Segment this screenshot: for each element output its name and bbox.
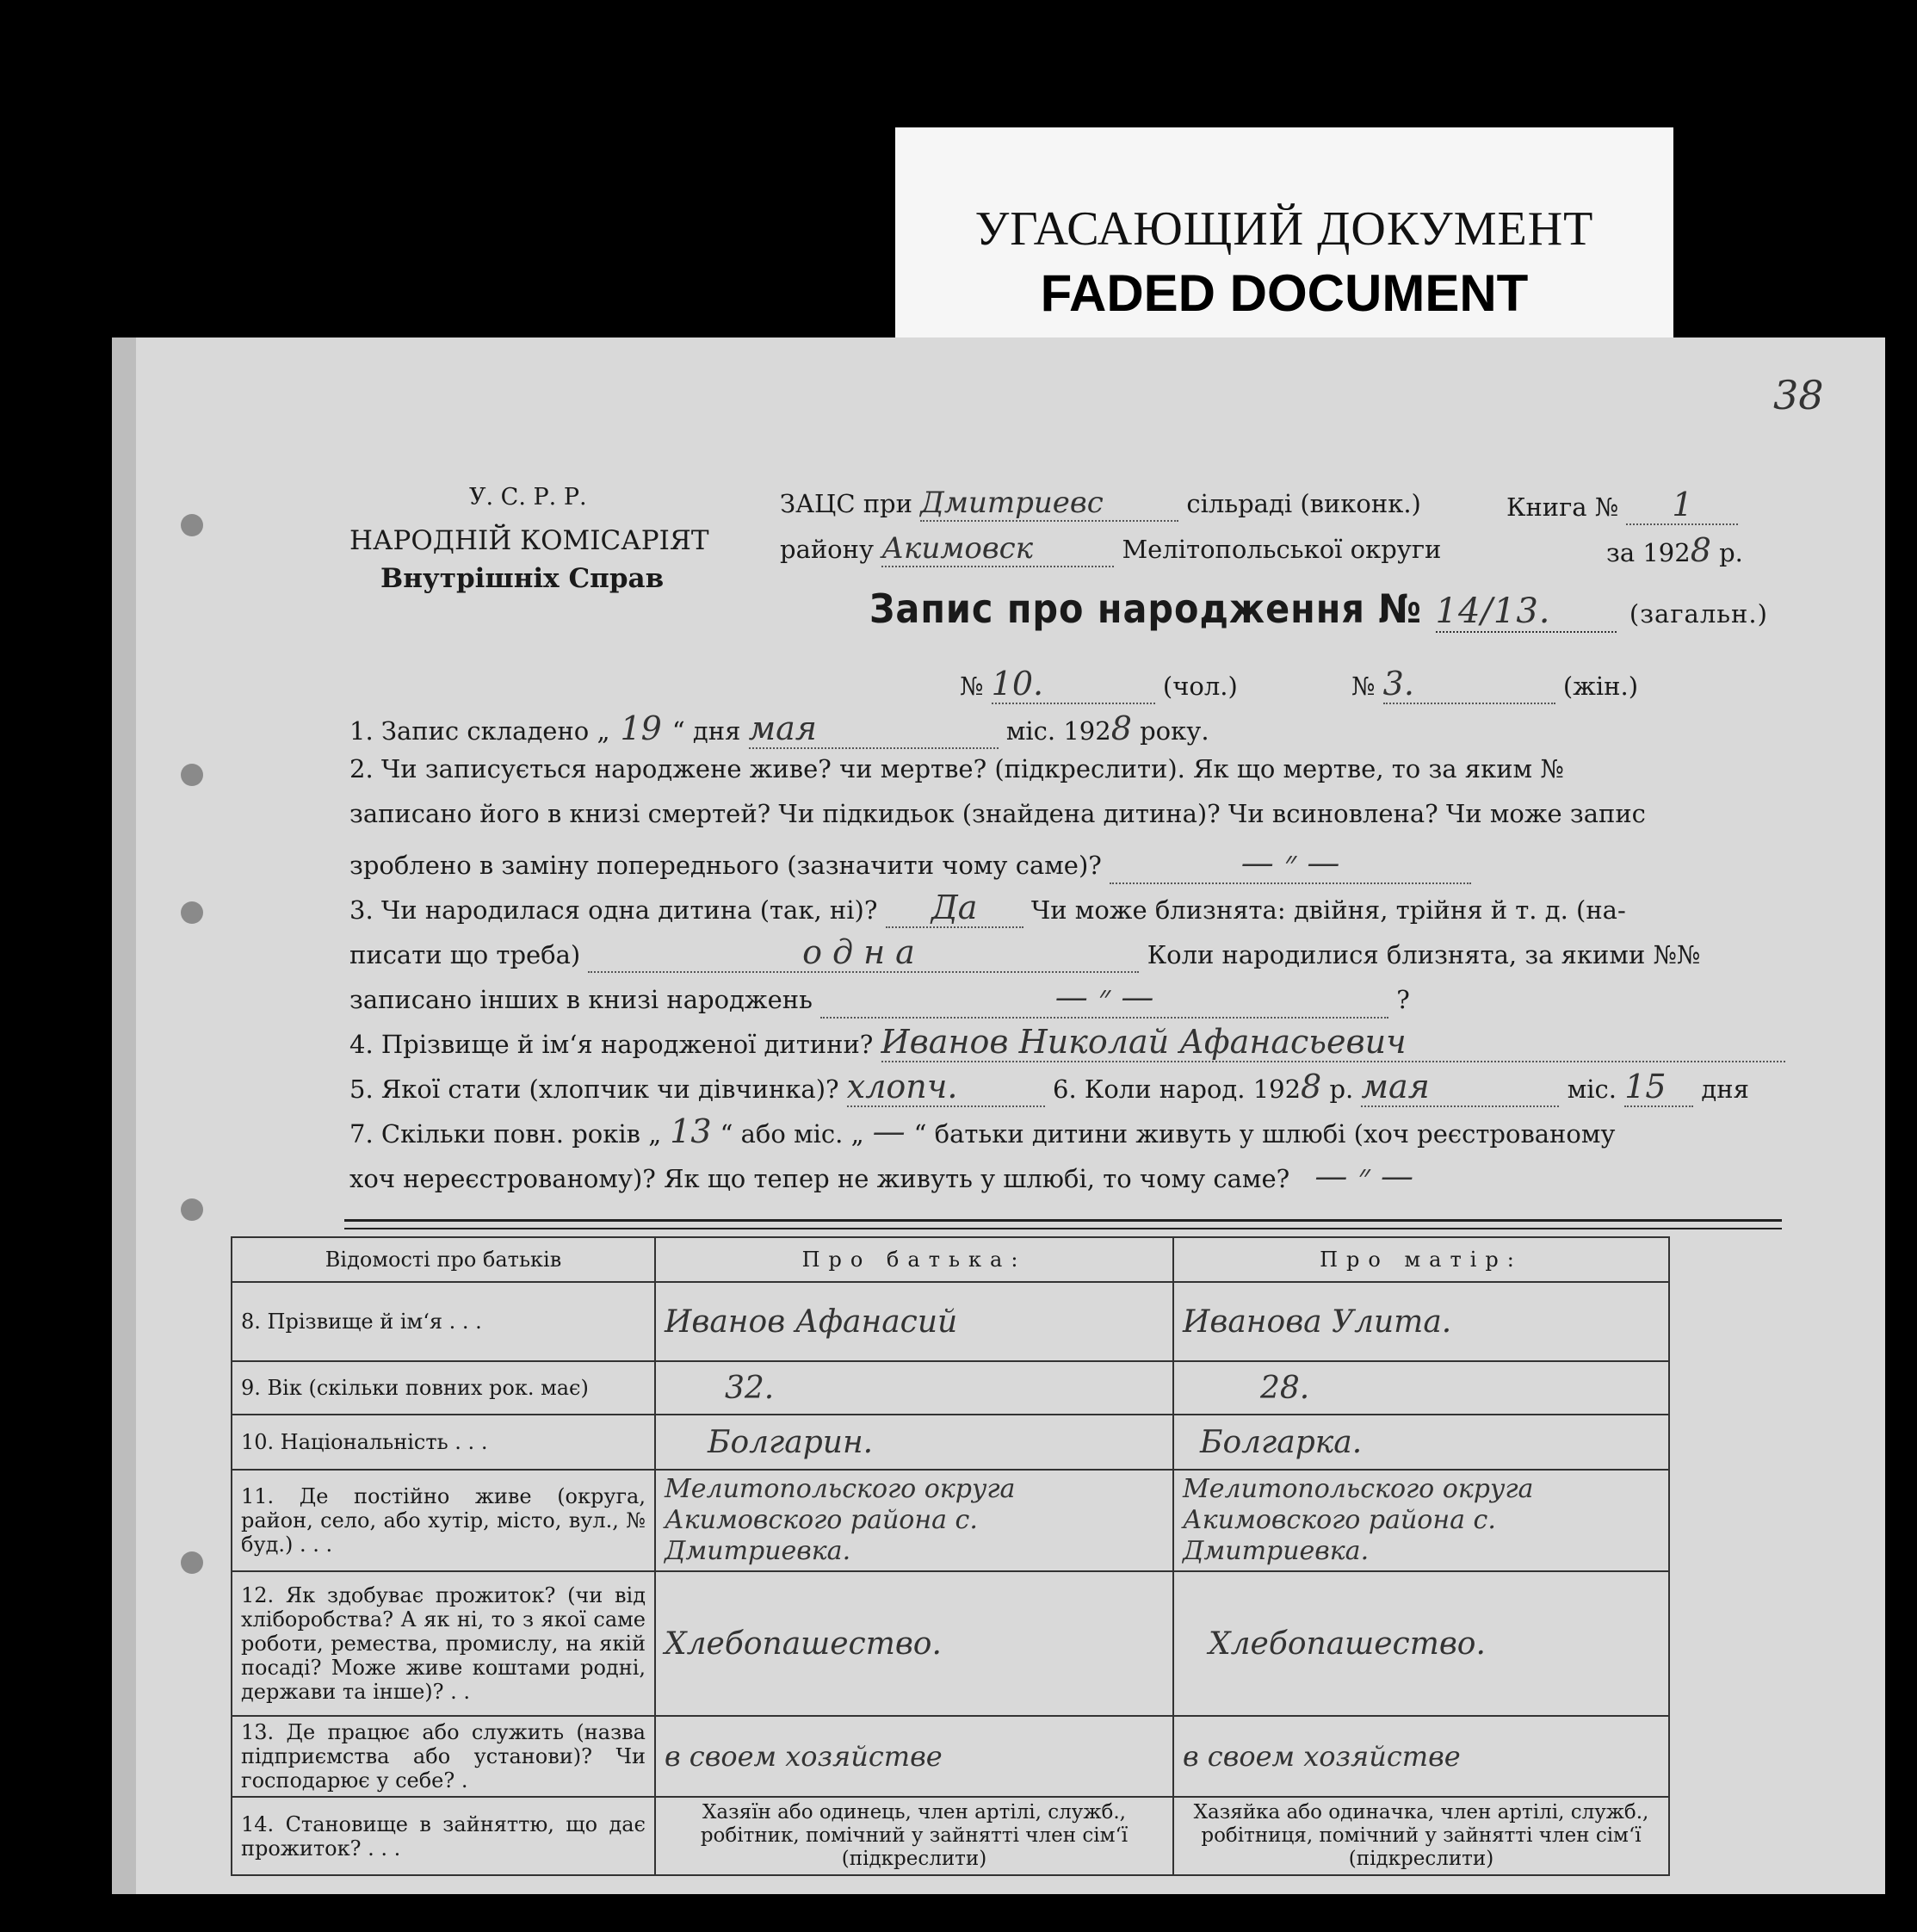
year-post: р.	[1719, 538, 1743, 567]
label-russian: УГАСАЮЩИЙ ДОКУМЕНТ	[974, 202, 1594, 256]
question-7-line-2: хоч нереєстрованому)? Як що тепер не живуть у шлюбі, то чому саме? — ״ —	[349, 1157, 1414, 1195]
ministry-label: Внутрішніх Справ	[380, 563, 665, 594]
female-label: (жін.)	[1562, 672, 1639, 701]
female-number: 3.	[1383, 665, 1555, 704]
header-father: Про батька:	[655, 1237, 1173, 1282]
zags-line	[780, 486, 1421, 522]
district-line	[780, 531, 1441, 567]
question-2-line-1: 2. Чи записується народжене живе? чи мертве? (підкреслити). Як що мертве, то за яким №	[349, 754, 1564, 783]
q2-answer: — ״ —	[1110, 844, 1471, 884]
question-4: 4. Прізвище й ім‘я народженої дитини? Иванов Николай Афанасьевич	[349, 1023, 1785, 1062]
faded-document-label	[895, 127, 1673, 367]
row-label: 12. Як здобуває прожиток? (чи від хліборобства? А як ні, то з якої саме роботи, ремества, промислу, на якій посаді? Може живе коштами родні, держави та інше)? . .	[232, 1571, 655, 1716]
q6-year: 8	[1301, 1068, 1322, 1105]
table-header-row	[232, 1237, 1669, 1282]
question-3-line-1: 3. Чи народилася одна дитина (так, ні)? Да Чи може близнята: двійня, трійня й т. д. (на-	[349, 889, 1626, 926]
year-line	[1606, 531, 1743, 569]
father-value: Болгарин.	[655, 1415, 1173, 1470]
father-value: Хлебопашество.	[655, 1571, 1173, 1716]
mother-value: Болгарка.	[1173, 1415, 1669, 1470]
binding-hole	[181, 764, 203, 786]
okrug-label: Мелітопольської округи	[1122, 535, 1442, 564]
parents-table	[231, 1236, 1670, 1876]
no-label: №	[1351, 672, 1376, 701]
binding-hole	[181, 901, 203, 924]
male-number-line	[960, 665, 1238, 704]
row-label: 11. Де постійно живе (округа, район, село, або хутір, місто, вул., № буд.) . . .	[232, 1470, 655, 1571]
table-divider	[344, 1228, 1782, 1229]
q3-answer-3: — ״ —	[820, 978, 1388, 1019]
q6-month: мая	[1361, 1068, 1559, 1107]
male-label: (чол.)	[1162, 672, 1238, 701]
q1-day: 19	[620, 709, 662, 747]
q7-answer: — ״ —	[1314, 1157, 1414, 1195]
binding-hole	[181, 514, 203, 536]
mother-value: Мелитопольского округа Акимовского района с. Дмитриевка.	[1173, 1470, 1669, 1571]
header-mother: Про матір:	[1173, 1237, 1669, 1282]
q1-year: 8	[1110, 709, 1132, 747]
book-number: 1	[1626, 486, 1738, 525]
table-row	[232, 1797, 1669, 1875]
row-label: 14. Становище в зайняттю, що дає прожиток? . . .	[232, 1797, 655, 1875]
district-name: Акимовск	[881, 531, 1114, 567]
no-label: №	[960, 672, 984, 701]
q4-answer: Иванов Николай Афанасьевич	[881, 1023, 1785, 1062]
label-english: FADED DOCUMENT	[1040, 264, 1529, 322]
table-row	[232, 1361, 1669, 1415]
q7-years: 13	[670, 1112, 712, 1150]
table-row	[232, 1282, 1669, 1361]
mother-value: Иванова Улита.	[1173, 1282, 1669, 1361]
record-title-line	[869, 585, 1768, 633]
father-value: 32.	[655, 1361, 1173, 1415]
row-label: 10. Національність . . .	[232, 1415, 655, 1470]
q5-answer: хлопч.	[847, 1068, 1045, 1107]
record-title: Запис про народження №	[869, 585, 1423, 632]
binding-hole	[181, 1198, 203, 1221]
book-label: Книга №	[1506, 492, 1619, 522]
question-3-line-3: записано інших в книзі народжень — ״ — ?	[349, 978, 1410, 1019]
father-value: Иванов Афанасий	[655, 1282, 1173, 1361]
district-label: району	[780, 535, 875, 564]
header-parents-info: Відомості про батьків	[232, 1237, 655, 1282]
zags-pre: ЗАЦС при	[780, 489, 912, 518]
table-row	[232, 1470, 1669, 1571]
table-row	[232, 1571, 1669, 1716]
female-number-line	[1351, 665, 1638, 704]
mother-value: 28.	[1173, 1361, 1669, 1415]
general-label: (загальн.)	[1629, 599, 1768, 629]
row-label: 13. Де працює або служить (назва підприємства або установи)? Чи господарює у себе? .	[232, 1716, 655, 1797]
question-2-line-3: зроблено в заміну попереднього (зазначити чому саме)? — ״ —	[349, 844, 1471, 884]
q7-months: —	[872, 1112, 906, 1150]
year-pre: за 192	[1606, 538, 1691, 567]
question-3-line-2: писати що треба) одна Коли народилися близнята, за якими №№	[349, 933, 1701, 971]
row-label: 8. Прізвище й ім‘я . . .	[232, 1282, 655, 1361]
binding-hole	[181, 1551, 203, 1574]
father-value: Мелитопольского округа Акимовского района с. Дмитриевка.	[655, 1470, 1173, 1571]
question-5-6: 5. Якої стати (хлопчик чи дівчинка)? хлопч. 6. Коли народ. 1928 р. мая міс. 15 дня	[349, 1068, 1749, 1105]
father-value: Хазяїн або одинець, член артілі, служб., робітник, помічний у зайнятті член сім‘ї (підкреслити)	[655, 1797, 1173, 1875]
question-7-line-1: 7. Скільки повн. років „ 13 “ або міс. „ — “ батьки дитини живуть у шлюбі (хоч реєстрованому	[349, 1112, 1616, 1150]
q1-month: мая	[749, 709, 999, 749]
father-value: в своем хозяйстве	[655, 1716, 1173, 1797]
sheet-binding-edge	[112, 337, 136, 1894]
q6-day: 15	[1624, 1068, 1693, 1107]
mother-value: в своем хозяйстве	[1173, 1716, 1669, 1797]
year-digit: 8	[1690, 531, 1711, 569]
mother-value: Хлебопашество.	[1173, 1571, 1669, 1716]
question-1: 1. Запис складено „ 19 “ дня мая міс. 1928 року.	[349, 709, 1209, 747]
table-row	[232, 1716, 1669, 1797]
village-name: Дмитриевс	[920, 486, 1178, 522]
table-row	[232, 1415, 1669, 1470]
q3-answer-2: одна	[588, 933, 1139, 973]
q3-answer-1: Да	[886, 889, 1023, 928]
zags-post: сільраді (виконк.)	[1186, 489, 1421, 518]
page-number: 38	[1773, 372, 1824, 418]
general-number: 14/13.	[1436, 591, 1617, 633]
commissariat-label: НАРОДНІЙ КОМІСАРІЯТ	[349, 525, 709, 556]
table-divider	[344, 1219, 1782, 1222]
mother-value: Хазяйка або одиначка, член артілі, служб., робітниця, помічний у зайнятті член сім‘ї (підкреслити)	[1173, 1797, 1669, 1875]
book-line	[1506, 486, 1738, 525]
republic-label: У. С. Р. Р.	[469, 484, 587, 511]
birth-record-sheet	[112, 337, 1885, 1894]
row-label: 9. Вік (скільки повних рок. має)	[232, 1361, 655, 1415]
male-number: 10.	[992, 665, 1155, 704]
question-2-line-2: записано його в книзі смертей? Чи підкидьок (знайдена дитина)? Чи всиновлена? Чи може запис	[349, 799, 1646, 828]
